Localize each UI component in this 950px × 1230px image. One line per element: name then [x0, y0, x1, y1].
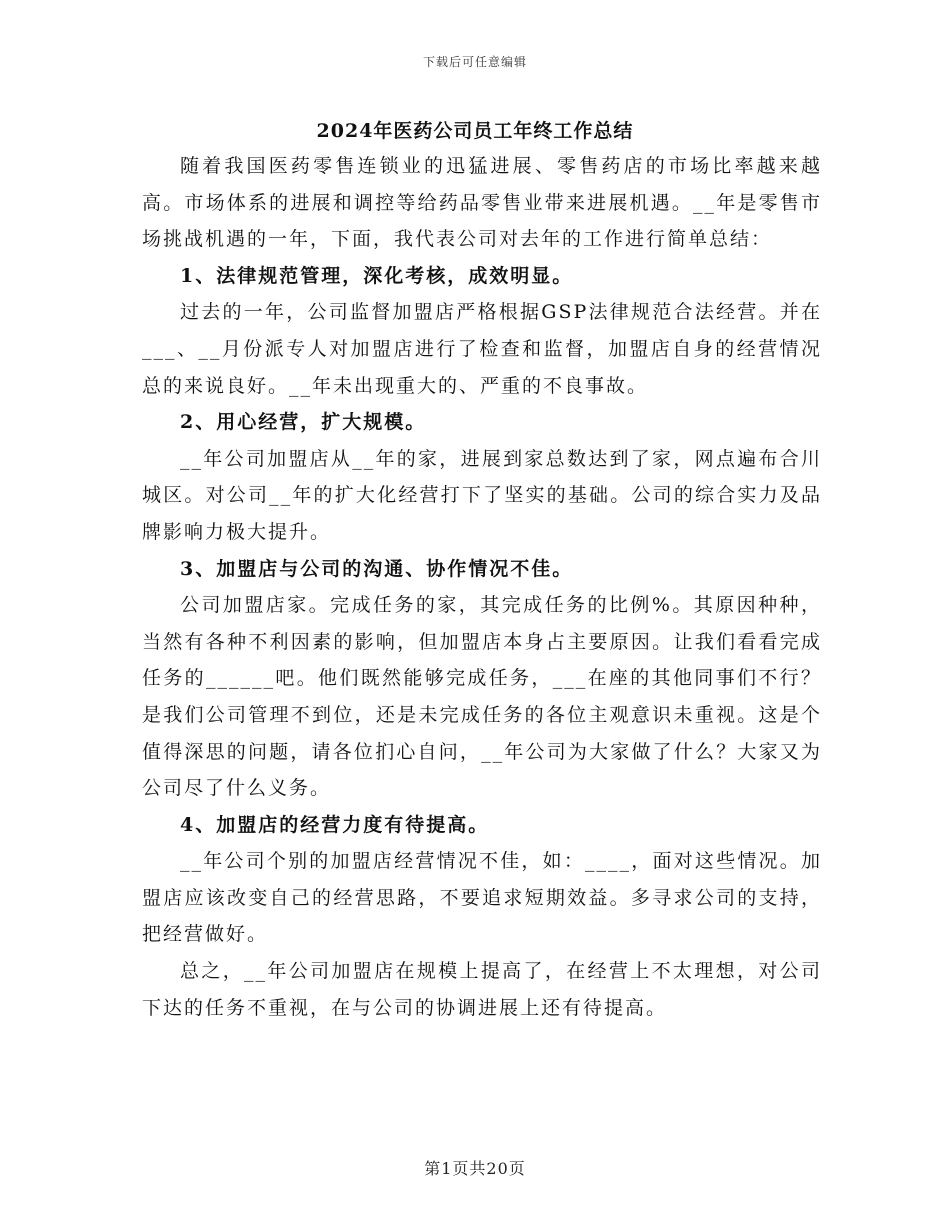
conclusion-paragraph: 总之，__年公司加盟店在规模上提高了，在经营上不太理想，对公司下达的任务不重视，在与公司的协调进展上还有待提高。	[142, 960, 822, 1019]
section-paragraph-2: __年公司加盟店从__年的家，进展到家总数达到了家，网点遍布合川城区。对公司__年的扩大化经营打下了坚实的基础。公司的综合实力及品牌影响力极大提升。	[142, 447, 822, 543]
section-heading-2: 2、用心经营，扩大规模。	[180, 411, 427, 434]
intro-paragraph: 随着我国医药零售连锁业的迅猛进展、零售药店的市场比率越来越高。市场体系的进展和调控等给药品零售业带来进展机遇。__年是零售市场挑战机遇的一年，下面，我代表公司对去年的工作进行简单总结：	[142, 155, 822, 251]
section-heading-1: 1、法律规范管理，深化考核，成效明显。	[180, 264, 574, 287]
section-heading-4: 4、加盟店的经营力度有待提高。	[180, 813, 490, 836]
document-body	[142, 148, 822, 1026]
page-number-footer: 第1页共20页	[424, 1159, 526, 1178]
document-title: 2024年医药公司员工年终工作总结	[316, 120, 634, 142]
section-paragraph-4: __年公司个别的加盟店经营情况不佳，如：____，面对这些情况。加盟店应该改变自己的经营思路，不要追求短期效益。多寻求公司的支持，把经营做好。	[142, 850, 822, 946]
section-paragraph-3: 公司加盟店家。完成任务的家，其完成任务的比例%。其原因种种，当然有各种不利因素的影响，但加盟店本身占主要原因。让我们看看完成任务的______吧。他们既然能够完成任务，___在座的其他同事们不行？是我们公司管理不到位，还是未完成任务的各位主观意识未重视。这是个值得深思的问题，请各位扪心自问，__年公司为大家做了什么？大家又为公司尽了什么义务。	[142, 594, 822, 800]
section-paragraph-1: 过去的一年，公司监督加盟店严格根据GSP法律规范合法经营。并在___、__月份派专人对加盟店进行了检查和监督，加盟店自身的经营情况总的来说良好。__年未出现重大的、严重的不良事故。	[142, 301, 822, 397]
page-header-note: 下载后可任意编辑	[422, 55, 527, 69]
section-heading-3: 3、加盟店与公司的沟通、协作情况不佳。	[180, 557, 574, 580]
